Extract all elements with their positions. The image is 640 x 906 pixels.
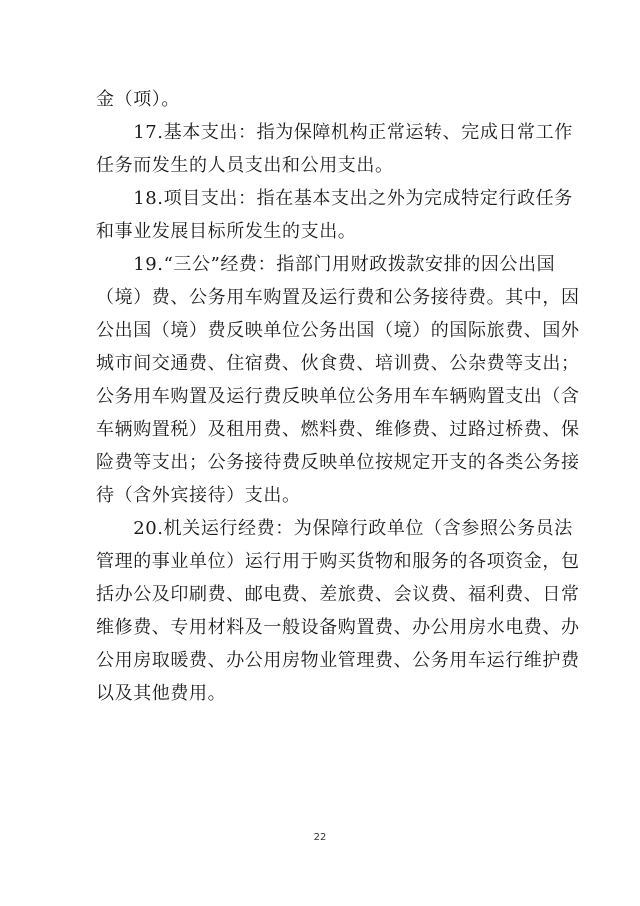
text-line: 待（含外宾接待）支出。 <box>96 485 301 506</box>
text-line: 括办公及印刷费、邮电费、差旅费、会议费、福利费、日常 <box>96 584 580 605</box>
text-line: 险费等支出；公务接待费反映单位按规定开支的各类公务接 <box>96 452 580 473</box>
text-line: 公用房取暖费、办公用房物业管理费、公务用车运行维护费 <box>96 650 580 671</box>
text-line: 公务用车购置及运行费反映单位公务用车车辆购置支出（含 <box>96 386 580 407</box>
text-line: 17.基本支出：指为保障机构正常运转、完成日常工作 <box>96 122 573 143</box>
text-line: 维修费、专用材料及一般设备购置费、办公用房水电费、办 <box>96 617 580 638</box>
text-line: 车辆购置税）及租用费、燃料费、维修费、过路过桥费、保 <box>96 419 580 440</box>
text-line: 任务而发生的人员支出和公用支出。 <box>96 155 394 176</box>
text-line: 18.项目支出：指在基本支出之外为完成特定行政任务 <box>96 188 573 209</box>
text-line: 城市间交通费、住宿费、伙食费、培训费、公杂费等支出； <box>96 353 580 374</box>
text-line: 和事业发展目标所发生的支出。 <box>96 221 357 242</box>
text-line: 以及其他费用。 <box>96 683 227 704</box>
text-line: 19.“三公”经费：指部门用财政拨款安排的因公出国 <box>96 254 556 275</box>
text-line: （境）费、公务用车购置及运行费和公务接待费。其中，因 <box>96 287 580 308</box>
page-number: 22 <box>313 832 327 843</box>
text-line: 20.机关运行经费：为保障行政单位（含参照公务员法 <box>96 518 573 539</box>
text-line: 金（项）。 <box>96 89 180 110</box>
text-line: 公出国（境）费反映单位公务出国（境）的国际旅费、国外 <box>96 320 580 341</box>
text-line: 管理的事业单位）运行用于购买货物和服务的各项资金，包 <box>96 551 580 572</box>
